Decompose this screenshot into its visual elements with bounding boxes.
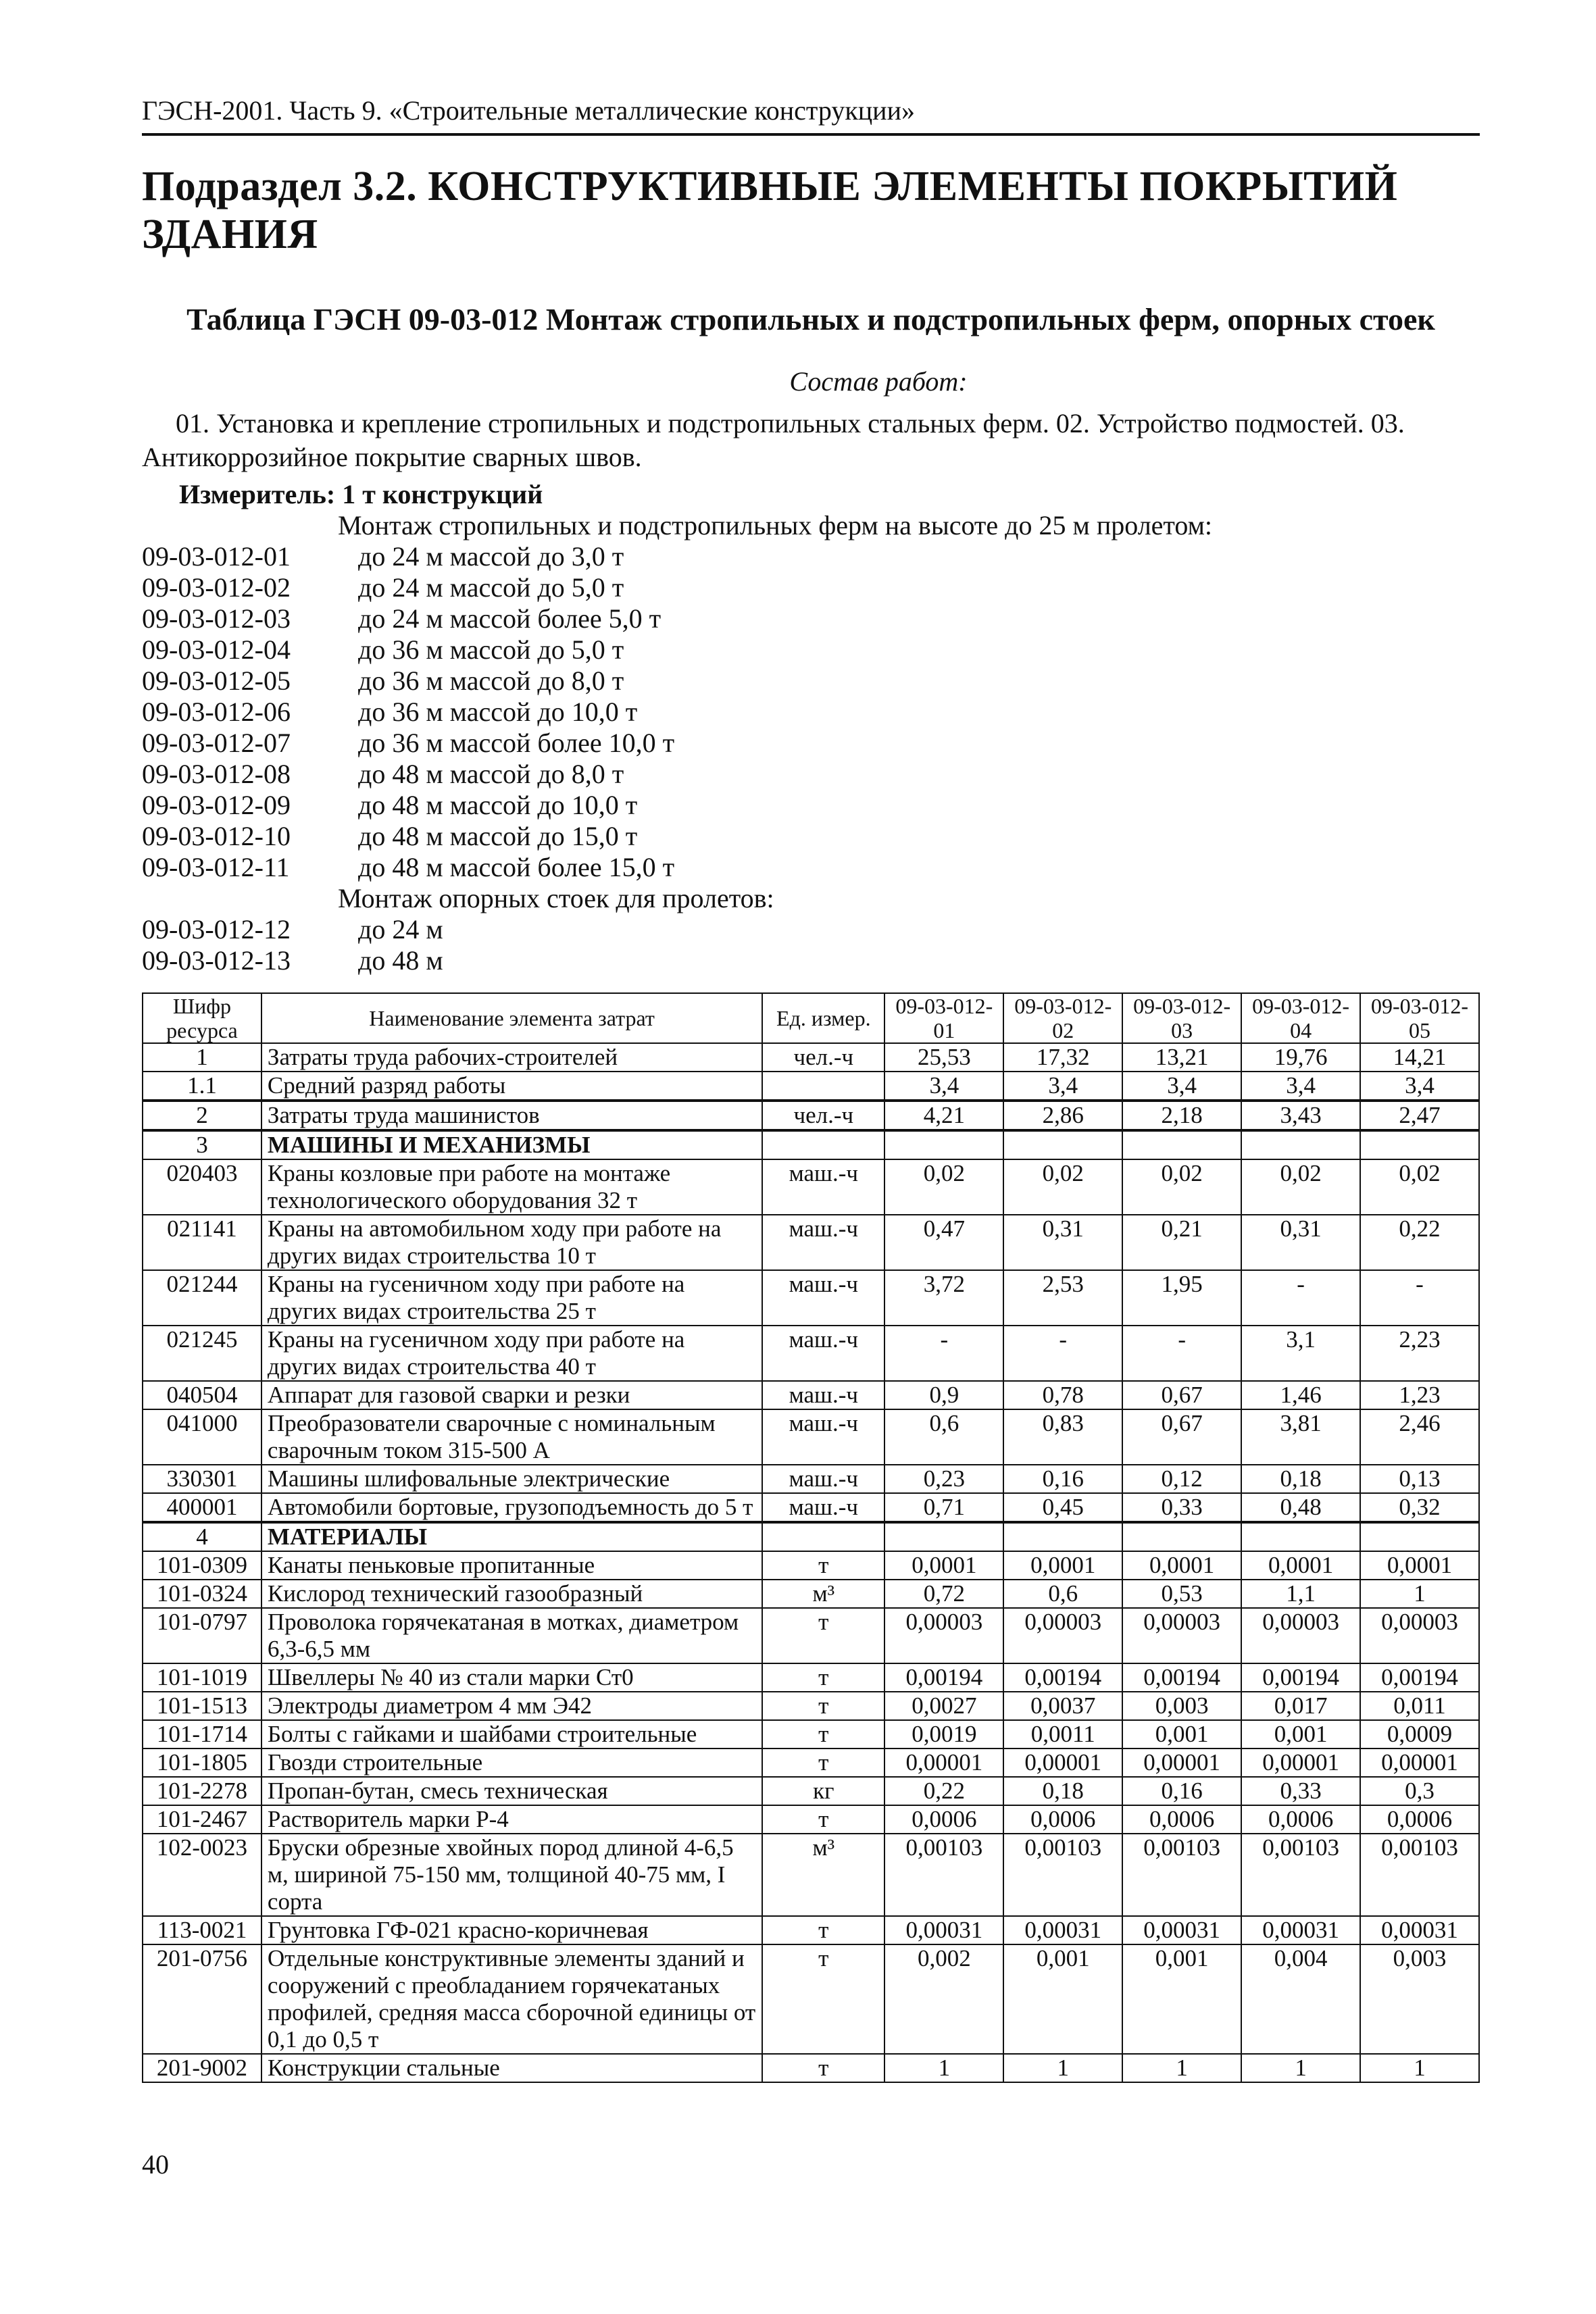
cell-value: 0,0027 — [884, 1692, 1003, 1720]
cell-value: 2,47 — [1360, 1101, 1479, 1130]
cell-value — [1122, 1130, 1241, 1159]
cell-name: МАТЕРИАЛЫ — [261, 1522, 762, 1551]
cell-name: Отдельные конструктивные элементы зданий и сооружений с преобладанием горячекатаных профилей, средняя масса сборочной единицы от 0,1 до 0,5 т — [261, 1944, 762, 2054]
table-row — [143, 1215, 1479, 1270]
table-row — [143, 1551, 1479, 1580]
cell-value: 0,9 — [884, 1381, 1003, 1409]
cell-value: 0,0037 — [1003, 1692, 1122, 1720]
cell-value — [1003, 1130, 1122, 1159]
cell-cipher: 113-0021 — [143, 1916, 261, 1944]
cell-name: Растворитель марки Р-4 — [261, 1805, 762, 1834]
cell-value: 0,31 — [1003, 1215, 1122, 1270]
table-row — [143, 1749, 1479, 1777]
table-row — [143, 1692, 1479, 1720]
cell-value: 0,00003 — [1122, 1608, 1241, 1663]
cell-cipher: 021141 — [143, 1215, 261, 1270]
norm-code-row — [142, 665, 1480, 697]
table-row — [143, 1720, 1479, 1749]
table-row — [143, 1409, 1479, 1465]
document-page — [142, 95, 1480, 2083]
cell-cipher: 1.1 — [143, 1072, 261, 1101]
cell-value: 0,001 — [1122, 1944, 1241, 2054]
cell-value: 0,72 — [884, 1580, 1003, 1608]
cell-unit — [762, 1522, 884, 1551]
table-row — [143, 1072, 1479, 1101]
table-row — [143, 1834, 1479, 1916]
cell-value: 2,53 — [1003, 1270, 1122, 1326]
cell-value: 0,00031 — [884, 1916, 1003, 1944]
table-row — [143, 1465, 1479, 1493]
cell-value — [1122, 1522, 1241, 1551]
cell-name: МАШИНЫ И МЕХАНИЗМЫ — [261, 1130, 762, 1159]
cell-value: 3,72 — [884, 1270, 1003, 1326]
header-cipher: Шифр ресурса — [143, 993, 261, 1043]
cell-value: 2,23 — [1360, 1326, 1479, 1381]
group-title: Монтаж опорных стоек для пролетов: — [338, 882, 774, 913]
table-title: Таблица ГЭСН 09-03-012 Монтаж стропильных и подстропильных ферм, опорных стоек — [186, 302, 1435, 336]
cell-value: 0,78 — [1003, 1381, 1122, 1409]
cell-cipher: 201-9002 — [143, 2054, 261, 2082]
cell-cipher: 101-2278 — [143, 1777, 261, 1805]
cell-value: 0,0001 — [1360, 1551, 1479, 1580]
cell-value: 0,0001 — [884, 1551, 1003, 1580]
cell-unit: маш.-ч — [762, 1270, 884, 1326]
norm-code-list — [142, 510, 1480, 976]
cell-value: 0,0006 — [1360, 1805, 1479, 1834]
cell-cipher: 3 — [143, 1130, 261, 1159]
cell-value: 3,43 — [1241, 1101, 1360, 1130]
table-body — [143, 1043, 1479, 2082]
cell-value: - — [1122, 1326, 1241, 1381]
cell-value: 0,00031 — [1241, 1916, 1360, 1944]
norm-description: до 48 м — [358, 945, 443, 976]
header-col-4: 09-03-012-04 — [1241, 993, 1360, 1043]
cell-name: Гвозди строительные — [261, 1749, 762, 1777]
page-number: 40 — [142, 2149, 169, 2180]
norm-description: до 24 м массой до 3,0 т — [358, 540, 624, 572]
norm-description: до 36 м массой до 5,0 т — [358, 634, 624, 665]
norm-code-row — [142, 759, 1480, 790]
cell-unit: маш.-ч — [762, 1381, 884, 1409]
cell-value: 0,0006 — [1241, 1805, 1360, 1834]
cell-name: Грунтовка ГФ-021 красно-коричневая — [261, 1916, 762, 1944]
cell-name: Средний разряд работы — [261, 1072, 762, 1101]
cell-value: 2,86 — [1003, 1101, 1122, 1130]
cell-value: 0,00031 — [1122, 1916, 1241, 1944]
cell-value: - — [1360, 1270, 1479, 1326]
cell-value: 0,32 — [1360, 1493, 1479, 1522]
cell-unit: т — [762, 2054, 884, 2082]
cell-value: 0,00103 — [884, 1834, 1003, 1916]
table-row — [143, 1777, 1479, 1805]
cell-unit: маш.-ч — [762, 1493, 884, 1522]
cell-name: Краны козловые при работе на монтаже технологического оборудования 32 т — [261, 1159, 762, 1215]
cell-value: 0,001 — [1003, 1944, 1122, 2054]
cell-value: 3,4 — [884, 1072, 1003, 1101]
cell-value: 1 — [1360, 1580, 1479, 1608]
table-row — [143, 1580, 1479, 1608]
cell-unit: м³ — [762, 1834, 884, 1916]
cell-unit — [762, 1130, 884, 1159]
table-row — [143, 1130, 1479, 1159]
cell-value: 0,33 — [1241, 1777, 1360, 1805]
cell-value — [884, 1130, 1003, 1159]
norm-code: 09-03-012-05 — [142, 665, 291, 696]
norm-description: до 24 м массой до 5,0 т — [358, 572, 624, 603]
norm-code: 09-03-012-10 — [142, 820, 291, 851]
resource-table — [142, 992, 1480, 2083]
cell-value: 0,45 — [1003, 1493, 1122, 1522]
cell-value: 0,02 — [1122, 1159, 1241, 1215]
cell-value: 0,00031 — [1360, 1916, 1479, 1944]
cell-cipher: 101-0324 — [143, 1580, 261, 1608]
norm-description: до 48 м массой более 15,0 т — [358, 851, 675, 882]
cell-value: 1,23 — [1360, 1381, 1479, 1409]
cell-value: 1,1 — [1241, 1580, 1360, 1608]
cell-value: 14,21 — [1360, 1043, 1479, 1072]
header-col-2: 09-03-012-02 — [1003, 993, 1122, 1043]
cell-unit: т — [762, 1944, 884, 2054]
cell-value: 1,95 — [1122, 1270, 1241, 1326]
cell-value: 0,00003 — [884, 1608, 1003, 1663]
norm-code: 09-03-012-04 — [142, 634, 291, 665]
cell-value: 13,21 — [1122, 1043, 1241, 1072]
cell-value: 0,00194 — [884, 1663, 1003, 1692]
cell-value: 0,6 — [1003, 1580, 1122, 1608]
table-row — [143, 1493, 1479, 1522]
cell-value — [1241, 1522, 1360, 1551]
cell-value: 1 — [884, 2054, 1003, 2082]
norm-code: 09-03-012-12 — [142, 913, 291, 945]
norm-code: 09-03-012-06 — [142, 696, 291, 727]
cell-value: 0,00194 — [1241, 1663, 1360, 1692]
cell-cipher: 101-1019 — [143, 1663, 261, 1692]
cell-value: 0,83 — [1003, 1409, 1122, 1465]
cell-value: 0,31 — [1241, 1215, 1360, 1270]
cell-value: 0,004 — [1241, 1944, 1360, 2054]
cell-unit: т — [762, 1749, 884, 1777]
norm-code: 09-03-012-02 — [142, 572, 291, 603]
cell-value — [1241, 1130, 1360, 1159]
cell-value: 1 — [1360, 2054, 1479, 2082]
norm-code-row — [142, 790, 1480, 821]
cell-value: 0,53 — [1122, 1580, 1241, 1608]
cell-value: 0,00001 — [1003, 1749, 1122, 1777]
norm-code: 09-03-012-13 — [142, 945, 291, 976]
norm-description: до 48 м массой до 10,0 т — [358, 789, 638, 820]
cell-name: Конструкции стальные — [261, 2054, 762, 2082]
cell-value: 0,22 — [1360, 1215, 1479, 1270]
cell-cipher: 101-1513 — [143, 1692, 261, 1720]
cell-value: 0,00003 — [1003, 1608, 1122, 1663]
norm-code-row — [142, 697, 1480, 728]
cell-value: 0,6 — [884, 1409, 1003, 1465]
cell-value: 0,16 — [1003, 1465, 1122, 1493]
cell-name: Электроды диаметром 4 мм Э42 — [261, 1692, 762, 1720]
norm-description: до 36 м массой до 10,0 т — [358, 696, 638, 727]
cell-value: 0,0006 — [884, 1805, 1003, 1834]
norm-code-row — [142, 914, 1480, 945]
cell-value: 0,02 — [884, 1159, 1003, 1215]
cell-value: 2,18 — [1122, 1101, 1241, 1130]
cell-value: 19,76 — [1241, 1043, 1360, 1072]
measure-unit: Измеритель: 1 т конструкций — [179, 478, 543, 509]
cell-unit: т — [762, 1720, 884, 1749]
cell-value: 0,00194 — [1003, 1663, 1122, 1692]
table-row — [143, 1916, 1479, 1944]
cell-value: 1 — [1241, 2054, 1360, 2082]
cell-value: 0,00031 — [1003, 1916, 1122, 1944]
cell-value: 4,21 — [884, 1101, 1003, 1130]
norm-description: до 24 м — [358, 913, 443, 945]
cell-unit: маш.-ч — [762, 1326, 884, 1381]
cell-value: 0,0011 — [1003, 1720, 1122, 1749]
table-row — [143, 1101, 1479, 1130]
cell-value: 3,4 — [1003, 1072, 1122, 1101]
cell-value: 1 — [1122, 2054, 1241, 2082]
cell-cipher: 020403 — [143, 1159, 261, 1215]
cell-value: 0,22 — [884, 1777, 1003, 1805]
cell-value: 0,0001 — [1241, 1551, 1360, 1580]
cell-unit: т — [762, 1692, 884, 1720]
cell-cipher: 041000 — [143, 1409, 261, 1465]
norm-code-row — [142, 634, 1480, 665]
cell-value: 1 — [1003, 2054, 1122, 2082]
cell-name: Аппарат для газовой сварки и резки — [261, 1381, 762, 1409]
cell-value: 0,0006 — [1003, 1805, 1122, 1834]
cell-value: - — [1003, 1326, 1122, 1381]
cell-value: 0,0019 — [884, 1720, 1003, 1749]
norm-code-row — [142, 572, 1480, 603]
norm-code-row — [142, 603, 1480, 634]
table-row — [143, 2054, 1479, 2082]
cell-value: 3,4 — [1241, 1072, 1360, 1101]
cell-value: 3,1 — [1241, 1326, 1360, 1381]
norm-code-row — [142, 945, 1480, 976]
cell-name: Канаты пеньковые пропитанные — [261, 1551, 762, 1580]
cell-cipher: 2 — [143, 1101, 261, 1130]
cell-value: 3,4 — [1122, 1072, 1241, 1101]
cell-value: 0,0009 — [1360, 1720, 1479, 1749]
header-col-3: 09-03-012-03 — [1122, 993, 1241, 1043]
cell-name: Краны на автомобильном ходу при работе на других видах строительства 10 т — [261, 1215, 762, 1270]
cell-name: Краны на гусеничном ходу при работе на других видах строительства 25 т — [261, 1270, 762, 1326]
cell-value: 0,00194 — [1122, 1663, 1241, 1692]
cell-unit: чел.-ч — [762, 1043, 884, 1072]
cell-name: Проволока горячекатаная в мотках, диаметром 6,3-6,5 мм — [261, 1608, 762, 1663]
norm-code-row — [142, 852, 1480, 883]
cell-value: 0,00001 — [884, 1749, 1003, 1777]
norm-code-row — [142, 821, 1480, 852]
header-col-1: 09-03-012-01 — [884, 993, 1003, 1043]
norm-description: до 36 м массой более 10,0 т — [358, 727, 675, 758]
cell-unit: т — [762, 1663, 884, 1692]
cell-cipher: 102-0023 — [143, 1834, 261, 1916]
cell-value: 1,46 — [1241, 1381, 1360, 1409]
cell-value: 0,017 — [1241, 1692, 1360, 1720]
cell-value — [1003, 1522, 1122, 1551]
cell-value: 0,00194 — [1360, 1663, 1479, 1692]
cell-unit: маш.-ч — [762, 1465, 884, 1493]
cell-value — [1360, 1130, 1479, 1159]
cell-value: 0,67 — [1122, 1409, 1241, 1465]
cell-value: 0,00103 — [1003, 1834, 1122, 1916]
cell-cipher: 400001 — [143, 1493, 261, 1522]
cell-value: 0,00103 — [1241, 1834, 1360, 1916]
table-row — [143, 1043, 1479, 1072]
cell-name: Краны на гусеничном ходу при работе на других видах строительства 40 т — [261, 1326, 762, 1381]
cell-unit — [762, 1072, 884, 1101]
cell-cipher: 330301 — [143, 1465, 261, 1493]
header-unit: Ед. измер. — [762, 993, 884, 1043]
cell-name: Бруски обрезные хвойных пород длиной 4-6,5 м, шириной 75-150 мм, толщиной 40-75 мм, I сорта — [261, 1834, 762, 1916]
cell-unit: кг — [762, 1777, 884, 1805]
header-name: Наименование элемента затрат — [261, 993, 762, 1043]
cell-unit: маш.-ч — [762, 1159, 884, 1215]
cell-value: 0,0001 — [1003, 1551, 1122, 1580]
cell-value: 25,53 — [884, 1043, 1003, 1072]
table-row — [143, 1381, 1479, 1409]
cell-unit: т — [762, 1916, 884, 1944]
composition-text: 01. Установка и крепление стропильных и подстропильных стальных ферм. 02. Устройство подмостей. 03. Антикоррозийное покрытие сварных швов. — [142, 407, 1405, 472]
cell-cipher: 201-0756 — [143, 1944, 261, 2054]
cell-value: 0,18 — [1003, 1777, 1122, 1805]
cell-cipher: 021244 — [143, 1270, 261, 1326]
cell-value: 0,002 — [884, 1944, 1003, 2054]
cell-value: 0,13 — [1360, 1465, 1479, 1493]
cell-value — [1360, 1522, 1479, 1551]
cell-value: 0,001 — [1122, 1720, 1241, 1749]
cell-value: 0,001 — [1241, 1720, 1360, 1749]
cell-cipher: 101-1714 — [143, 1720, 261, 1749]
cell-name: Швеллеры № 40 из стали марки Ст0 — [261, 1663, 762, 1692]
norm-code: 09-03-012-03 — [142, 603, 291, 634]
norm-description: до 48 м массой до 8,0 т — [358, 758, 624, 789]
cell-value: 0,00003 — [1360, 1608, 1479, 1663]
cell-value: 0,16 — [1122, 1777, 1241, 1805]
header-col-5: 09-03-012-05 — [1360, 993, 1479, 1043]
table-row — [143, 1522, 1479, 1551]
table-row — [143, 1805, 1479, 1834]
cell-value: 0,23 — [884, 1465, 1003, 1493]
table-row — [143, 1159, 1479, 1215]
cell-value: 0,00003 — [1241, 1608, 1360, 1663]
cell-unit: т — [762, 1805, 884, 1834]
cell-value: 0,48 — [1241, 1493, 1360, 1522]
cell-value: 0,18 — [1241, 1465, 1360, 1493]
cell-value: 0,02 — [1241, 1159, 1360, 1215]
table-row — [143, 1326, 1479, 1381]
norm-description: до 48 м массой до 15,0 т — [358, 820, 638, 851]
cell-unit: маш.-ч — [762, 1409, 884, 1465]
cell-value: 0,3 — [1360, 1777, 1479, 1805]
cell-unit: чел.-ч — [762, 1101, 884, 1130]
cell-cipher: 101-1805 — [143, 1749, 261, 1777]
norm-code-row — [142, 541, 1480, 572]
cell-value: 0,67 — [1122, 1381, 1241, 1409]
cell-value: 0,02 — [1003, 1159, 1122, 1215]
cell-name: Затраты труда машинистов — [261, 1101, 762, 1130]
cell-value: 0,00001 — [1360, 1749, 1479, 1777]
cell-value: 0,12 — [1122, 1465, 1241, 1493]
norm-code: 09-03-012-01 — [142, 540, 291, 572]
cell-name: Преобразователи сварочные с номинальным сварочным током 315-500 А — [261, 1409, 762, 1465]
cell-name: Машины шлифовальные электрические — [261, 1465, 762, 1493]
cell-value: 0,00001 — [1122, 1749, 1241, 1777]
cell-value: 0,003 — [1122, 1692, 1241, 1720]
norm-code: 09-03-012-07 — [142, 727, 291, 758]
cell-name: Затраты труда рабочих-строителей — [261, 1043, 762, 1072]
cell-name: Пропан-бутан, смесь техническая — [261, 1777, 762, 1805]
norm-description: до 24 м массой более 5,0 т — [358, 603, 662, 634]
cell-cipher: 101-2467 — [143, 1805, 261, 1834]
subsection-title: Подраздел 3.2. КОНСТРУКТИВНЫЕ ЭЛЕМЕНТЫ ПОКРЫТИЙ ЗДАНИЯ — [142, 164, 1398, 257]
cell-name: Автомобили бортовые, грузоподъемность до 5 т — [261, 1493, 762, 1522]
cell-cipher: 4 — [143, 1522, 261, 1551]
running-header: ГЭСН-2001. Часть 9. «Строительные металлические конструкции» — [142, 95, 1480, 136]
cell-value: - — [1241, 1270, 1360, 1326]
cell-name: Болты с гайками и шайбами строительные — [261, 1720, 762, 1749]
cell-value: 0,71 — [884, 1493, 1003, 1522]
cell-unit: т — [762, 1608, 884, 1663]
cell-value: 17,32 — [1003, 1043, 1122, 1072]
cell-cipher: 1 — [143, 1043, 261, 1072]
cell-value: 0,00103 — [1360, 1834, 1479, 1916]
cell-value: 3,81 — [1241, 1409, 1360, 1465]
table-header-row — [143, 993, 1479, 1043]
cell-value: 2,46 — [1360, 1409, 1479, 1465]
cell-unit: маш.-ч — [762, 1215, 884, 1270]
cell-cipher: 101-0309 — [143, 1551, 261, 1580]
norm-description: до 36 м массой до 8,0 т — [358, 665, 624, 696]
cell-cipher: 101-0797 — [143, 1608, 261, 1663]
cell-unit: м³ — [762, 1580, 884, 1608]
cell-unit: т — [762, 1551, 884, 1580]
cell-value: 0,0006 — [1122, 1805, 1241, 1834]
table-row — [143, 1608, 1479, 1663]
table-row — [143, 1944, 1479, 2054]
cell-value: 0,0001 — [1122, 1551, 1241, 1580]
norm-code: 09-03-012-08 — [142, 758, 291, 789]
norm-code: 09-03-012-11 — [142, 851, 290, 882]
cell-value — [884, 1522, 1003, 1551]
cell-value: 0,33 — [1122, 1493, 1241, 1522]
cell-value: 0,003 — [1360, 1944, 1479, 2054]
norm-code: 09-03-012-09 — [142, 789, 291, 820]
composition-heading: Состав работ: — [789, 366, 968, 397]
group-title: Монтаж стропильных и подстропильных ферм на высоте до 25 м пролетом: — [338, 509, 1213, 540]
cell-value: - — [884, 1326, 1003, 1381]
cell-value: 0,00103 — [1122, 1834, 1241, 1916]
cell-cipher: 021245 — [143, 1326, 261, 1381]
cell-value: 3,4 — [1360, 1072, 1479, 1101]
cell-value: 0,02 — [1360, 1159, 1479, 1215]
cell-value: 0,011 — [1360, 1692, 1479, 1720]
cell-value: 0,21 — [1122, 1215, 1241, 1270]
cell-cipher: 040504 — [143, 1381, 261, 1409]
cell-name: Кислород технический газообразный — [261, 1580, 762, 1608]
table-row — [143, 1270, 1479, 1326]
norm-code-row — [142, 728, 1480, 759]
cell-value: 0,00001 — [1241, 1749, 1360, 1777]
table-row — [143, 1663, 1479, 1692]
cell-value: 0,47 — [884, 1215, 1003, 1270]
